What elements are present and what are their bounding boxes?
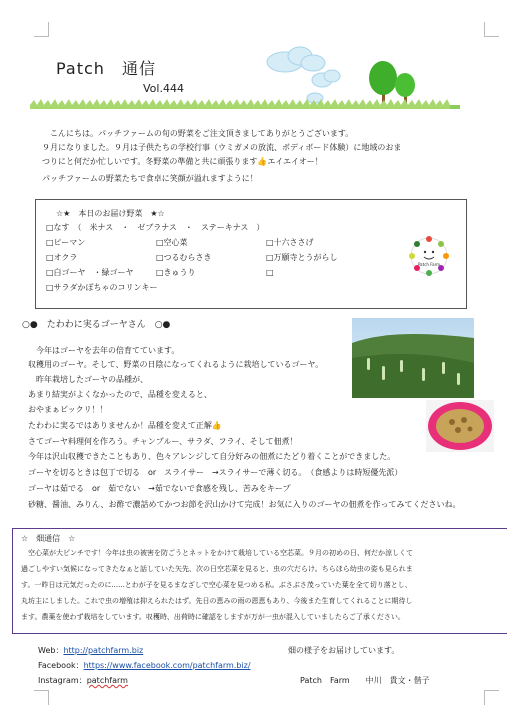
- goya-field-photo: [352, 318, 474, 398]
- goya-line: たわわに実るではありませんか！品種を変えて正解👍: [28, 421, 222, 430]
- issue-number: Vol.444: [143, 82, 184, 95]
- svg-text:Patch Farm: Patch Farm: [417, 262, 441, 267]
- notice-line: 空心菜が大ピンチです！今年は虫の被害を防ごうとネットをかけて栽培している空芯菜。９月の初めの日、何だか涼しくて: [21, 549, 413, 557]
- vegetable-item: □オクラ: [46, 253, 78, 262]
- vegetable-list-heading: ☆★ 本日のお届け野菜 ★☆: [56, 209, 165, 218]
- notice-line: 丸坊主にしました。これで虫の増殖は抑えられたはず。先日の恵みの雨の恩恵もあり、今後また生育してくれることに期待し: [21, 597, 413, 605]
- page-title: Patch 通信: [56, 59, 156, 78]
- page-corner-tl: [34, 22, 49, 37]
- goya-line: 今年は沢山収穫できたこともあり、色々アレンジして自分好みの佃煮にたどり着くことができました。: [28, 452, 396, 461]
- instagram-label: Instagram：: [38, 676, 87, 685]
- intro-line-2: ９月になりました。９月は子供たちの学校行事（ウミガメの放流、ボディボード体験）に地域のおま: [42, 143, 402, 152]
- vegetable-list-box: [35, 199, 467, 309]
- vegetable-item: □きゅうり: [156, 268, 196, 277]
- grass-icon: [30, 99, 460, 109]
- footer-facebook: [38, 660, 251, 671]
- page-corner-br: [484, 690, 499, 705]
- intro-line-3: つりにと何だか忙しいです。冬野菜の準備と共に頑張ります👍エイエイオー！: [42, 157, 323, 166]
- footer-note: 畑の様子をお届けしています。: [288, 646, 400, 655]
- tree-icon: [369, 61, 397, 105]
- web-link[interactable]: http://patchfarm.biz: [63, 646, 144, 655]
- page-corner-tr: [484, 22, 499, 37]
- web-label: Web：: [38, 646, 64, 655]
- vegetable-item: □白ゴーヤ ・緑ゴーヤ: [46, 268, 134, 277]
- notice-line: す。一昨日は元気だったのに......とわが子を見るまなざしで空心菜を見つめる私。ぶさぶさ茂っていた葉を全て切り落とし、: [21, 581, 412, 589]
- goya-line: さてゴーヤ料理何を作ろう。チャンプルー、サラダ、フライ、そして佃煮！: [28, 437, 298, 446]
- page-corner-bl: [34, 690, 49, 705]
- vegetable-item: □十六ささげ: [266, 238, 314, 247]
- goya-line: あまり結実がよくなかったので、品種を変えると、: [28, 390, 212, 399]
- goya-line: ゴーヤは茹でる or 茹でない →茹でないで食感を残し、苦みをキープ: [28, 484, 291, 493]
- vegetable-item: □空心菜: [156, 238, 188, 247]
- header-illustration: [30, 40, 460, 120]
- footer-instagram: [38, 675, 128, 686]
- footer-web: [38, 645, 143, 656]
- vegetable-item: □万願寺とうがらし: [266, 253, 338, 262]
- notice-heading: ☆ 畑通信 ☆: [21, 534, 76, 543]
- cloud-icon: [312, 70, 340, 87]
- intro-line-4: パッチファームの野菜たちで食卓に笑顔が溢れますように！: [42, 174, 258, 183]
- goya-line: 収穫用のゴーヤ。そして、野菜の日陰になってくれるように栽培しているゴーヤ。: [28, 360, 324, 369]
- facebook-label: Facebook：: [38, 661, 84, 670]
- goya-line: おやまぁビックリ！！: [28, 405, 108, 414]
- goya-line: 砂糖、醤油、みりん、お酢で濃話めてかつお節を沢山かけて完成！お気に入りのゴーヤの佃煮を作ってみてくださいね。: [28, 500, 461, 509]
- cloud-icon: [267, 47, 325, 72]
- goya-line: 昨年栽培したゴーヤの品種が、: [28, 375, 148, 384]
- vegetable-item: □サラダかぼちゃのコリンキー: [46, 283, 158, 292]
- vegetable-item-eggplant: □なす （ 米ナス ・ ゼブラナス ・ ステーキナス ）: [46, 223, 265, 232]
- goya-line: ゴーヤを切るときは包丁で切る or スライサー →スライサーで薄く切る。 （食感よりは時短優先派）: [28, 468, 403, 477]
- goya-tsukudani-photo: [426, 400, 494, 452]
- facebook-link[interactable]: https://www.facebook.com/patchfarm.biz/: [83, 661, 251, 670]
- footer-signature: Patch Farm 中川 貴文・偕子: [300, 676, 430, 685]
- goya-heading: ○● たわわに実るゴーヤさん ○●: [22, 320, 171, 330]
- vegetable-item: □: [266, 268, 274, 277]
- farm-notice-box: [12, 528, 507, 634]
- notice-line: ます。農薬を使わず栽培をしています。収穫時、出荷時に確認をしますが万が一虫が混入していましたらご了承ください。: [21, 613, 405, 621]
- notice-line: 過ごしやすい気候になってきたなぁと話していた矢先、次の日空芯菜を見ると、虫の穴だらけ。ちらほら幼虫の姿も見られま: [21, 565, 413, 573]
- patch-farm-logo: [408, 235, 450, 277]
- intro-line-1: こんにちは。パッチファームの旬の野菜をご注文頂きましてありがとうございます。: [42, 129, 354, 138]
- vegetable-item: □ピーマン: [46, 238, 86, 247]
- vegetable-item: □つるむらさき: [156, 253, 212, 262]
- goya-line: 今年はゴーヤを去年の倍育てています。: [28, 346, 180, 355]
- instagram-handle[interactable]: patchfarm: [86, 676, 128, 685]
